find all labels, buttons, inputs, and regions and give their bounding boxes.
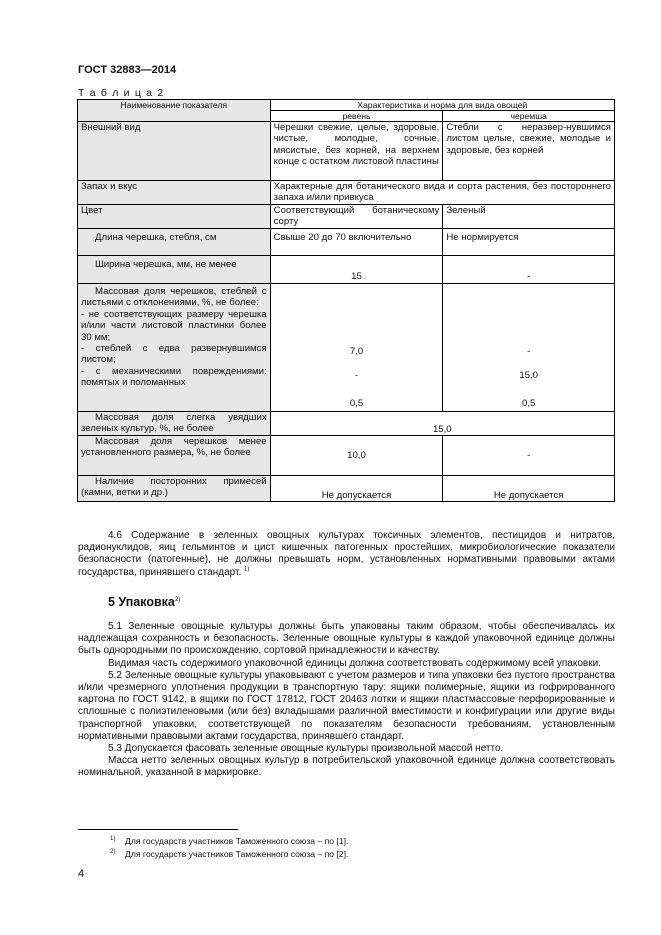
table-row bbox=[78, 476, 615, 502]
page-number: 4 bbox=[78, 868, 85, 880]
table-row bbox=[78, 229, 615, 256]
header-group: Характеристика и норма для вида овощей bbox=[270, 100, 614, 111]
paragraph-5-2: 5.2 Зеленные овощные культуры упаковывают с учетом размеров и типа упаковки без пустого пространства и/или чрезмерного уплотнения продукции в транспортную тару: ящики полимерные, ящики из гофрированного картона по ГОСТ 9142, в ящики по ГОСТ 17812, ГОСТ 20463 лотки и ящики пластмассовые перфорированные и сплошные с полиэтиленовыми (или без) вкладышами различной вместимости и конфигурации или другие виды транспортной упаковки, соответствующей по показателям безопасности требованиям, установленным нормативными правовыми актами государства, принявшего стандарт. bbox=[78, 669, 615, 742]
table-caption: Т а б л и ц а 2 bbox=[78, 87, 165, 99]
row-label-short: Массовая доля черешков менее установленного размера, %, не более bbox=[78, 436, 271, 476]
cell-mass-share-ramsons bbox=[443, 284, 615, 412]
section-5-body bbox=[78, 621, 615, 780]
mass-share-rhubarb-c: 0,5 bbox=[349, 398, 364, 409]
cell-appearance-rhubarb: Черешки свежие, целые, здоровые, чистые, молодые, сочные, мясистые, без корней, на верхнем конце с остатком листовой пластины bbox=[270, 122, 443, 181]
section-5-title bbox=[108, 595, 180, 609]
section-5-title-text: 5 Упаковка bbox=[108, 595, 175, 609]
footnote-2: 2) Для государств участников Таможенного союза – по [2]. bbox=[110, 849, 349, 859]
table-row bbox=[78, 436, 615, 476]
row-label-length: Длина черешка, стебля, см bbox=[78, 229, 271, 256]
mass-share-ramsons-b: 15,0 bbox=[519, 370, 539, 381]
paragraph-4-6-text: 4.6 Содержание в зеленных овощных культурах токсичных элементов, пестицидов и нитратов, радионуклидов, яиц гельминтов и цист кишечных патогенных простейших, микробиологические показатели безопасности (патогенные), не должны превышать норм, установленных нормативными правовыми актами государства, принявшего стандарт. bbox=[78, 530, 615, 578]
mass-share-b: - стеблей с едва развернувшимся листом; bbox=[81, 343, 267, 366]
paragraph-5-1b: Видимая часть содержимого упаковочной единицы должна соответствовать содержимому всей упаковки. bbox=[108, 657, 601, 669]
footnote-ref-1: 1) bbox=[244, 566, 250, 573]
cell-length-ramsons: Не нормируется bbox=[443, 229, 615, 256]
row-label-appearance: Внешний вид bbox=[78, 122, 271, 181]
requirements-table bbox=[77, 99, 615, 502]
paragraph-4-6 bbox=[78, 530, 615, 579]
cell-wilted: 15,0 bbox=[270, 412, 614, 436]
table-row bbox=[78, 256, 615, 284]
cell-short-ramsons: - bbox=[443, 436, 615, 476]
footnote-ref-2: 2) bbox=[174, 596, 181, 603]
cell-width-ramsons: - bbox=[443, 256, 615, 284]
table-row bbox=[78, 181, 615, 205]
cell-smell: Характерные для ботанического вида и сорта растения, без постороннего запаха и/или привкуса bbox=[270, 181, 614, 205]
mass-share-main: Массовая доля черешков, стеблей с листьями с отклонениями, %, не более: bbox=[81, 286, 267, 309]
cell-mass-share-rhubarb bbox=[270, 284, 443, 412]
footnote-2-text: Для государств участников Таможенного союза – по [2]. bbox=[125, 849, 349, 859]
footnote-1: 1) Для государств участников Таможенного союза – по [1]. bbox=[110, 836, 349, 846]
table-row bbox=[78, 412, 615, 436]
cell-short-rhubarb: 10,0 bbox=[270, 436, 443, 476]
row-label-smell: Запах и вкус bbox=[78, 181, 271, 205]
paragraph-5-3b: Масса нетто зеленных овощных культур в потребительской упаковочной единице должна соответствовать номинальной, указанной в маркировке. bbox=[78, 755, 615, 779]
mass-share-a: - не соответствующих размеру черешка и/или части листовой пластинки более 30 мм; bbox=[81, 308, 267, 343]
footnote-divider bbox=[78, 829, 238, 830]
standard-header: ГОСТ 32883—2014 bbox=[78, 64, 177, 76]
cell-impurities-ramsons: Не допускается bbox=[443, 476, 615, 502]
mass-share-rhubarb-b: - bbox=[354, 370, 359, 381]
cell-color-rhubarb: Соответствующий ботаническому сорту bbox=[270, 205, 443, 229]
header-rhubarb: ревень bbox=[270, 111, 443, 122]
paragraph-5-3: 5.3 Допускается фасовать зеленные овощные культуры произвольной массой нетто. bbox=[108, 743, 504, 755]
cell-color-ramsons: Зеленый bbox=[443, 205, 615, 229]
footnote-1-text: Для государств участников Таможенного союза – по [1]. bbox=[125, 836, 349, 846]
mass-share-c: - с механическими повреждениями: помятых и поломанных bbox=[81, 365, 267, 389]
mass-share-ramsons-a: - bbox=[527, 346, 531, 357]
table-row bbox=[78, 284, 615, 412]
table-row bbox=[78, 205, 615, 229]
header-ramsons: черемша bbox=[443, 111, 615, 122]
row-label-mass-share bbox=[78, 284, 271, 412]
mass-share-ramsons-c: 0,5 bbox=[522, 398, 536, 409]
cell-width-rhubarb: 15 bbox=[270, 256, 443, 284]
row-label-width: Ширина черешка, мм, не менее bbox=[78, 256, 271, 284]
row-label-impurities: Наличие посторонних примесей (камни, ветки и др.) bbox=[78, 476, 271, 502]
paragraph-5-1: 5.1 Зеленные овощные культуры должны быть упакованы таким образом, чтобы обеспечивалась их надлежащая сохранность и безопасность. Зеленные овощные культуры в каждой упаковочной единице должны быть однородными по происхождению, сортовой принадлежности и качеству. bbox=[78, 621, 615, 657]
cell-appearance-ramsons: Стебли с неразвер-нувшимся листом целые, свежие, молодые и здоровые, без корней bbox=[443, 122, 615, 181]
table-header-row bbox=[78, 100, 615, 111]
cell-length-rhubarb: Свыше 20 до 70 включительно bbox=[270, 229, 443, 256]
table-row bbox=[78, 122, 615, 181]
row-label-color: Цвет bbox=[78, 205, 271, 229]
row-label-wilted: Массовая доля слегка увядших зеленых культур, %, не более bbox=[78, 412, 271, 436]
mass-share-rhubarb-a: 7,0 bbox=[349, 346, 364, 357]
header-indicator-name: Наименование показателя bbox=[78, 100, 271, 122]
cell-impurities-rhubarb: Не допускается bbox=[270, 476, 443, 502]
